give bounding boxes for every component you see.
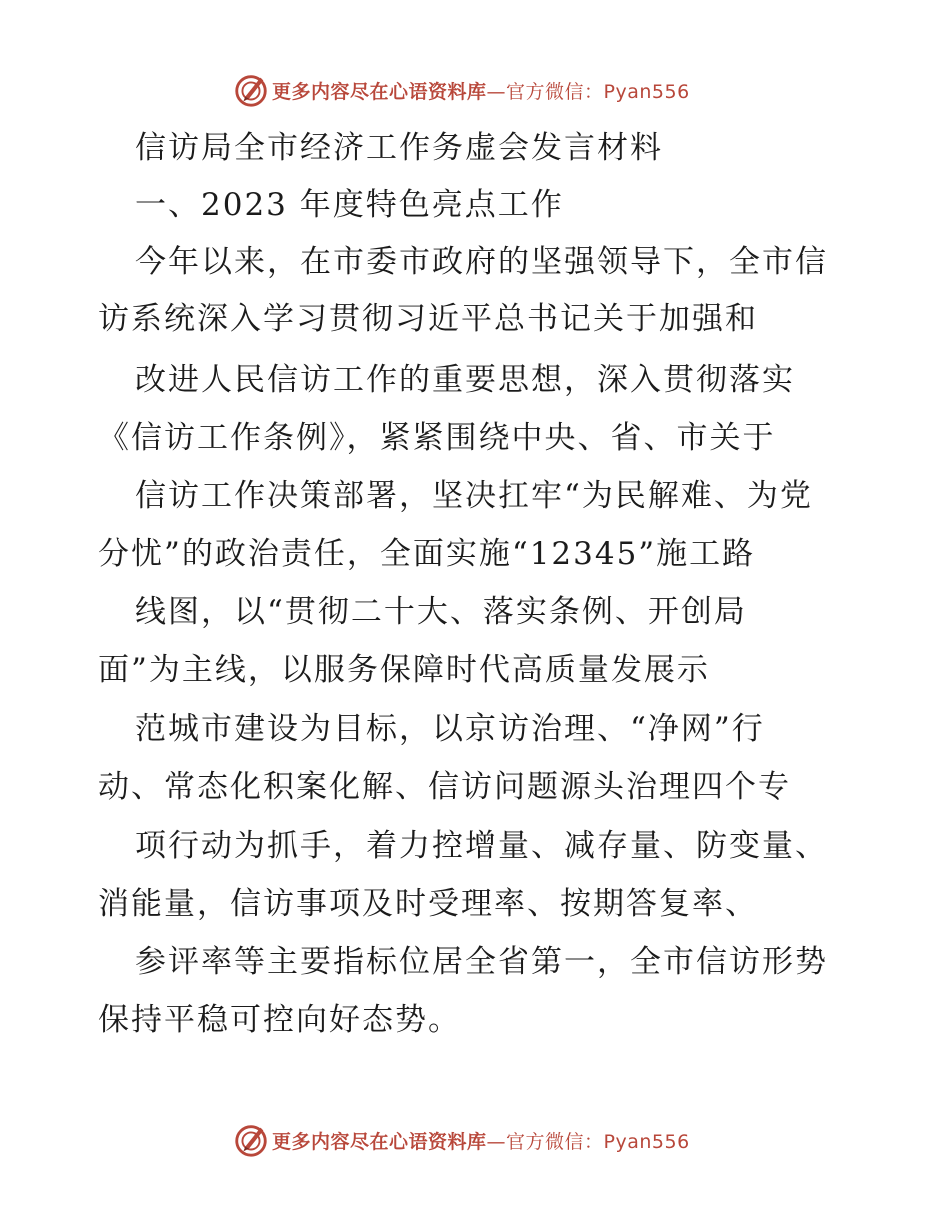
body-line: 信访工作决策部署，坚决扛牢“为民解难、为党 xyxy=(135,478,813,514)
body-line: 消能量，信访事项及时受理率、按期答复率、 xyxy=(98,886,758,922)
body-line: 改进人民信访工作的重要思想，深入贯彻落实 xyxy=(135,362,795,398)
body-line: 今年以来，在市委市政府的坚强领导下，全市信 xyxy=(135,244,828,280)
banner-separator: — xyxy=(486,80,507,103)
document-title: 信访局全市经济工作务虚会发言材料 xyxy=(135,130,663,166)
body-line: 面”为主线，以服务保障时代高质量发展示 xyxy=(98,652,710,688)
body-line: 《信访工作条例》，紧紧围绕中央、省、市关于 xyxy=(98,420,776,456)
banner-contact-text: 官方微信：Pyan556 xyxy=(506,1130,690,1153)
body-line: 线图，以“贯彻二十大、落实条例、开创局 xyxy=(135,594,747,630)
banner-text xyxy=(272,77,690,104)
section-heading: 一、2023 年度特色亮点工作 xyxy=(135,187,564,223)
body-line: 参评率等主要指标位居全省第一，全市信访形势 xyxy=(135,944,828,980)
banner-contact-text: 官方微信：Pyan556 xyxy=(506,80,690,103)
banner-separator: — xyxy=(486,1130,507,1153)
banner-brand-text: 更多内容尽在心语资料库 xyxy=(272,1130,487,1153)
header-banner xyxy=(232,70,690,110)
banner-text xyxy=(272,1127,690,1154)
body-line: 项行动为抓手，着力控增量、减存量、防变量、 xyxy=(135,828,828,864)
quill-logo-icon xyxy=(232,1121,270,1159)
body-line: 访系统深入学习贯彻习近平总书记关于加强和 xyxy=(98,301,758,337)
body-line: 动、常态化积案化解、信访问题源头治理四个专 xyxy=(98,769,791,805)
banner-brand-text: 更多内容尽在心语资料库 xyxy=(272,80,487,103)
footer-banner xyxy=(232,1120,690,1160)
body-line: 范城市建设为目标，以京访治理、“净网”行 xyxy=(135,711,765,747)
quill-logo-icon xyxy=(232,71,270,109)
body-line: 保持平稳可控向好态势。 xyxy=(98,1002,461,1038)
body-line: 分忧”的政治责任，全面实施“12345”施工路 xyxy=(98,536,756,572)
